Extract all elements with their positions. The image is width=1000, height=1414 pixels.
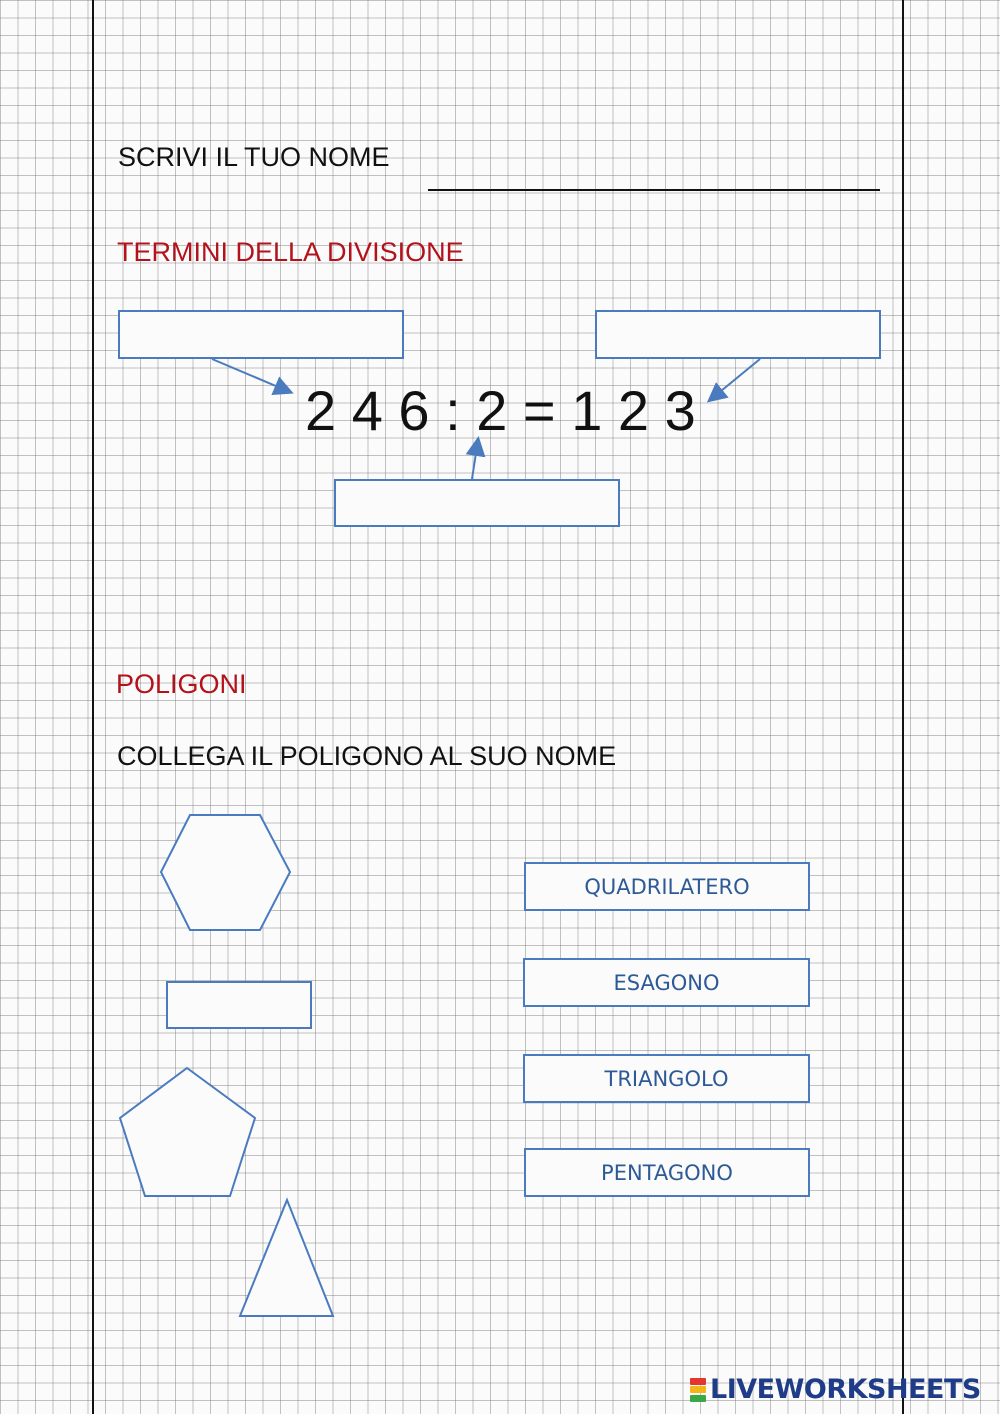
triangle-shape[interactable] [237, 1197, 337, 1319]
division-equation: 2 4 6 : 2 = 1 2 3 [305, 379, 696, 442]
hexagon-shape[interactable] [158, 812, 298, 936]
label-triangolo[interactable]: TRIANGOLO [523, 1054, 810, 1103]
brand-name: LIVEWORKSHEETS [710, 1374, 981, 1405]
label-quadrilatero[interactable]: QUADRILATERO [524, 862, 810, 911]
pentagon-shape[interactable] [117, 1065, 261, 1199]
arrow-to-divisor [472, 440, 478, 479]
liveworksheets-logo [690, 1374, 981, 1405]
division-title: TERMINI DELLA DIVISIONE [117, 237, 464, 267]
liveworksheets-logo-icon [690, 1378, 706, 1402]
division-arrows [0, 0, 1000, 600]
name-prompt: SCRIVI IL TUO NOME [118, 142, 390, 172]
arrow-to-dividend [212, 359, 290, 392]
label-pentagono[interactable]: PENTAGONO [524, 1148, 810, 1197]
polygons-instruction: COLLEGA IL POLIGONO AL SUO NOME [117, 741, 617, 771]
polygons-title: POLIGONI [116, 669, 247, 699]
arrow-to-quotient [710, 359, 760, 400]
label-esagono[interactable]: ESAGONO [523, 958, 810, 1007]
rectangle-shape[interactable] [165, 980, 313, 1030]
